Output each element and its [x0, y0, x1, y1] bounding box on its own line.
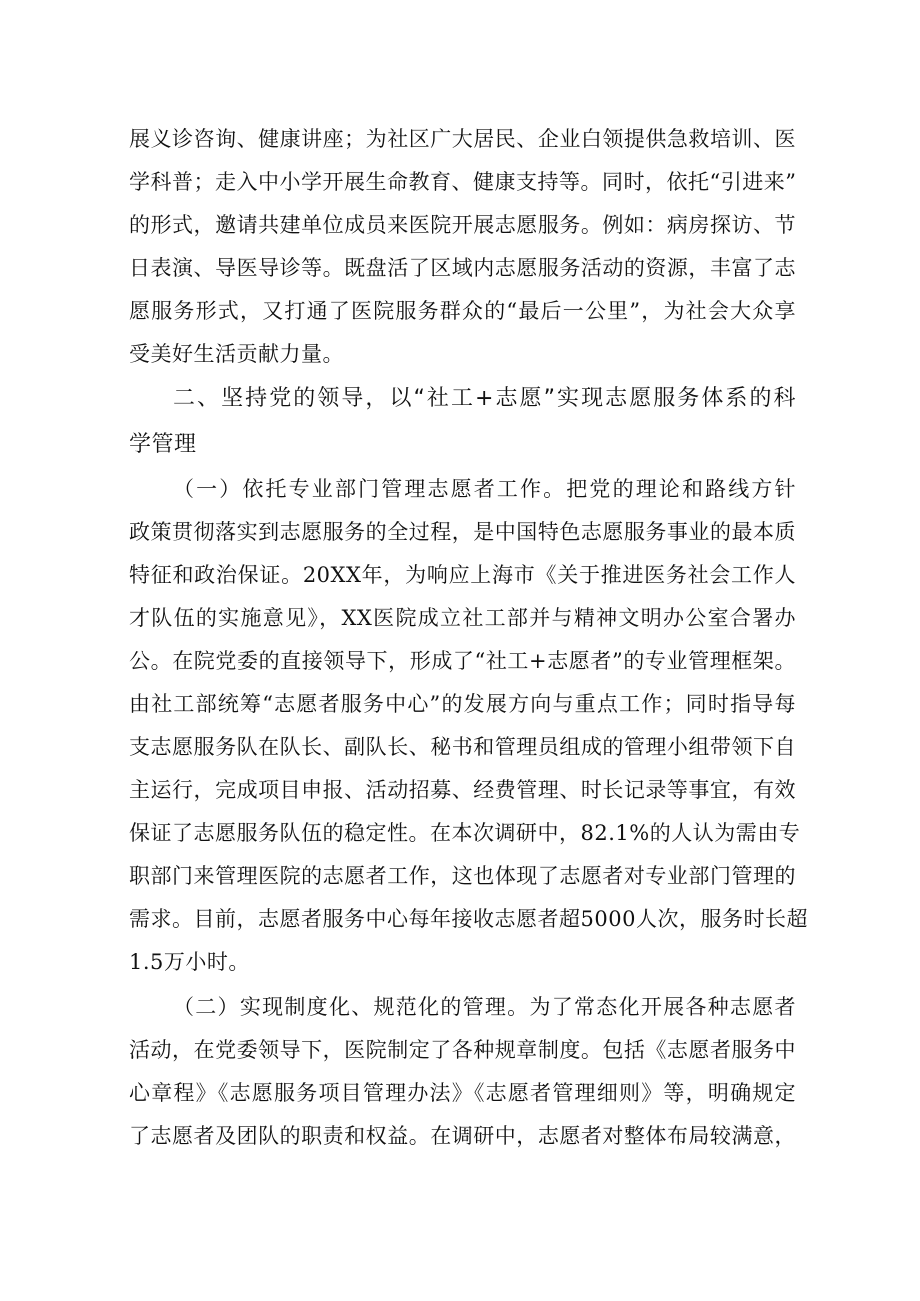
heading-line: 二、坚持党的领导，以“社工+志愿”实现志愿服务体系的科	[173, 386, 796, 411]
body-line: 1.5万小时。	[129, 950, 250, 974]
body-line: 日表演、导医导诊等。既盘活了区域内志愿服务活动的资源，丰富了志	[129, 256, 796, 280]
subsection-first-line: （二）实现制度化、规范化的管理。为了常态化开展各种志愿者	[173, 995, 796, 1019]
body-line: 活动，在党委领导下，医院制定了各种规章制度。包括《志愿者服务中	[129, 1038, 796, 1062]
body-line: 了志愿者及团队的职责和权益。在调研中，志愿者对整体布局较满意，	[129, 1124, 796, 1148]
body-line: 保证了志愿服务队伍的稳定性。在本次调研中，82.1%的人认为需由专	[129, 821, 801, 845]
body-line: 才队伍的实施意见》，XX医院成立社工部并与精神文明办公室合署办	[129, 606, 796, 630]
body-line: 支志愿服务队在队长、副队长、秘书和管理员组成的管理小组带领下自	[129, 735, 796, 759]
body-line: 主运行，完成项目申报、活动招募、经费管理、时长记录等事宜，有效	[129, 778, 796, 802]
heading-line: 学管理	[129, 432, 197, 457]
subsection-first-line	[129, 468, 796, 511]
document-page	[129, 118, 808, 1158]
body-line: 需求。目前，志愿者服务中心每年接收志愿者超5000人次，服务时长超	[129, 907, 808, 931]
body-line: 的形式，邀请共建单位成员来医院开展志愿服务。例如：病房探访、节	[129, 213, 796, 237]
subsection-1	[129, 468, 808, 984]
body-line: 展义诊咨询、健康讲座；为社区广大居民、企业白领提供急救培训、医	[129, 127, 796, 151]
body-line: 由社工部统筹“志愿者服务中心”的发展方向与重点工作；同时指导每	[129, 692, 796, 716]
body-line: 特征和政治保证。20XX年，为响应上海市《关于推进医务社会工作人	[129, 563, 796, 587]
body-text: 把党的理论和路线方针	[566, 477, 797, 501]
body-line: 公。在院党委的直接领导下，形成了“社工+志愿者”的专业管理框架。	[129, 649, 796, 673]
body-line: 愿服务形式，又打通了医院服务群众的“最后一公里”，为社会大众享	[129, 299, 796, 323]
paragraph-continuation	[129, 118, 796, 376]
subsection-2	[129, 986, 796, 1158]
body-line: 职部门来管理医院的志愿者工作，这也体现了志愿者对专业部门管理的	[129, 864, 796, 888]
body-line: 受美好生活贡献力量。	[129, 342, 344, 366]
body-line: 学科普；走入中小学开展生命教育、健康支持等。同时，依托“引进来”	[129, 170, 797, 194]
body-line: 心章程》《志愿服务项目管理办法》《志愿者管理细则》等，明确规定	[129, 1081, 796, 1105]
subsection-heading: （一）依托专业部门管理志愿者工作。	[173, 477, 567, 501]
body-line: 政策贯彻落实到志愿服务的全过程，是中国特色志愿服务事业的最本质	[129, 520, 796, 544]
section-heading	[129, 376, 796, 468]
